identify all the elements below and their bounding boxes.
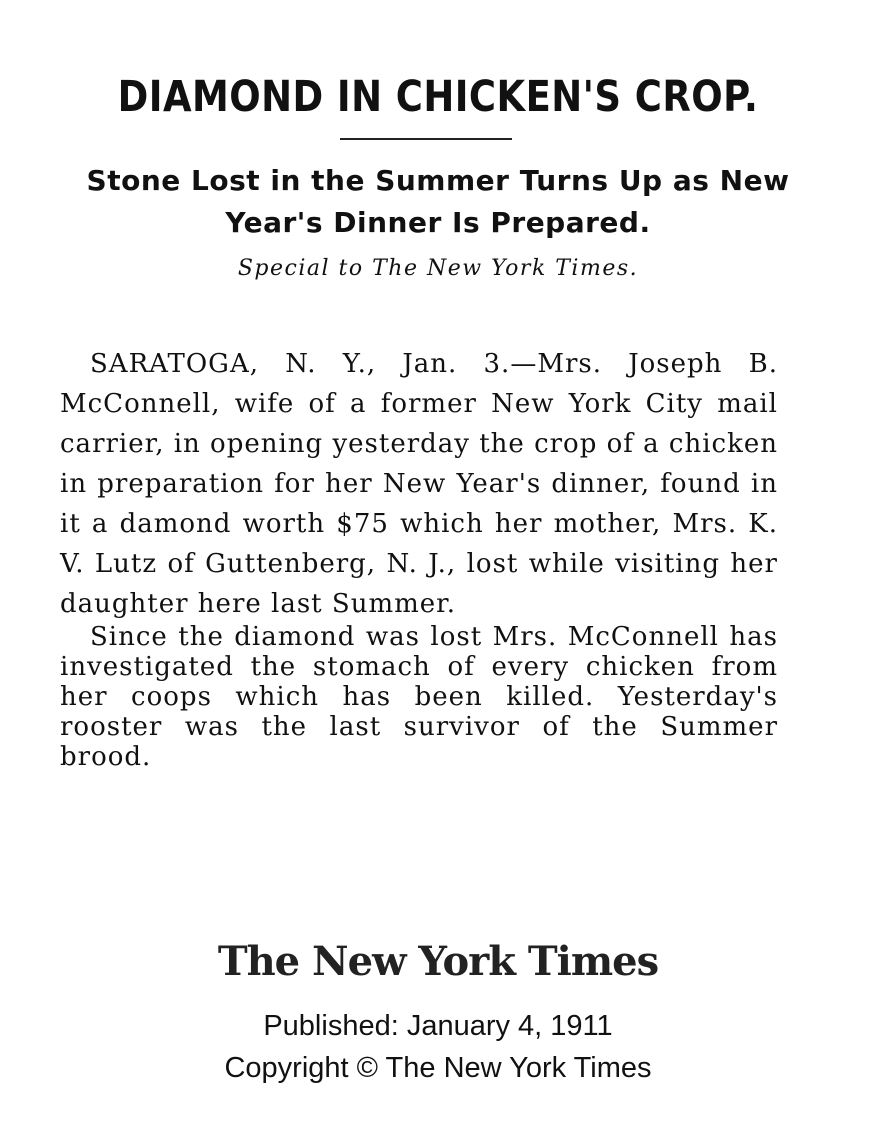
headline-rule [340, 138, 512, 140]
article-body [60, 344, 778, 772]
article-paragraph-2: Since the diamond was lost Mrs. McConnell has investigated the stomach of every chicken from her coops which has been killed. Yesterday's rooster was the last survivor of the Summer brood. [60, 622, 778, 772]
copyright-notice: Copyright © The New York Times [224, 1052, 652, 1084]
subheadline: Stone Lost in the Summer Turns Up as New Year's Dinner Is Prepared. [86, 164, 790, 239]
article-paragraph-1: SARATOGA, N. Y., Jan. 3.—Mrs. Joseph B. McConnell, wife of a former New York City mail carrier, in opening yesterday the crop of a chicken in preparation for her New Year's dinner, found in it a damond worth $75 which her mother, Mrs. K. V. Lutz of Guttenberg, N. J., lost while visiting her daughter here last Summer. [60, 349, 778, 619]
nyt-masthead-logo: The New York Times [217, 938, 659, 985]
published-date: Published: January 4, 1911 [263, 1010, 613, 1042]
headline: DIAMOND IN CHICKEN'S CROP. [117, 72, 759, 122]
byline-credit: Special to The New York Times. [237, 256, 639, 281]
